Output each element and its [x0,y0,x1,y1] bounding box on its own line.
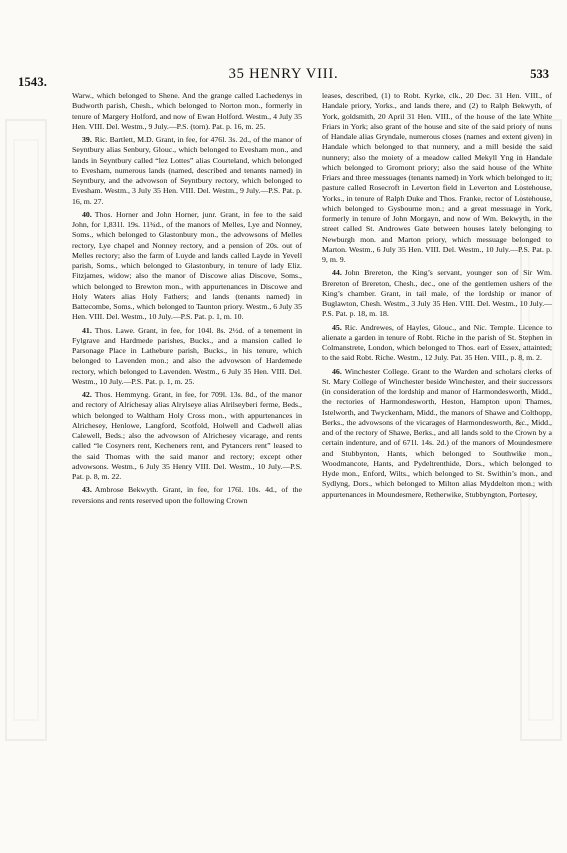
entry-number: 41. [82,325,92,335]
entry-text: Thos. Horner and John Horner, junr. Grant, in fee to the said John, for 1,831l. 19s. 11¾d., of the manors of Melles, Lye and Nonney, Soms., which belonged to Glastonbury mon., the advowsons of Melles rectory, Lye chapel and Nonney rectory, and a pension of 20s. out of Melles rectory; also the farm of Luyde and lands called Layde in Yevell parish, Soms., which belonged to Glastonbury, in tenure of lady Eliz. Fitzjames, widow; also the manor of Discowe alias Discove, Soms., which belonged to Brewton mon., with appurtenances in Discowe and Holy Waters alias Holy Fathers; and lands (tenants named) in Battecombe, Soms., which belonged to Taunton priory. Westm., 6 July 35 Hen. VIII. Del. Westm., 10 July.—P.S. Pat. p. 1, m. 10. [72,209,302,322]
entry-text: Warw., which belonged to Shene. And the grange called Lachedenys in Budworth parish, Chesh., which belonged to Norton mon., formerly in tenure of Margery Holford, and now of Ewan Holford. Westm., 4 July 35 Hen. VIII. Del. Westm., 9 July.—P.S. (torn). Pat. p. 16, m. 25. [72,91,302,131]
entry-number: 40. [82,209,92,219]
entry-number: 44. [332,268,342,278]
entry-paragraph [72,210,302,323]
entry-number: 43. [82,485,92,495]
entry-text: Ric. Andrewes, of Hayles, Glouc., and Nic. Temple. Licence to alienate a garden in tenure of Robt. Riche in the parish of St. Stephen in Colmanstrete, London, which belonged to Thos. earl of Essex, attainted; to the said Robt. Riche. Westm., 12 July. Pat. 35 Hen. VIII., p. 8, m. 2. [322,322,552,363]
entry-text: Thos. Hemmyng. Grant, in fee, for 709l. 13s. 8d., of the manor and rectory of Alrichesay alias Alrylseye alias Alrilseyberi ferme, Beds., which belonged to Waltham Holy Cross mon., with appurtenances in Alrichesey, Henlowe, Langford, Scotfold, Holwell and Cadwell alias Calewell, Beds.; also the advowson of Alrichesey vicarage, and rents called “le Cosyners rent, Kecheners rent, and Pytancers rent” leased to the said Thomas with the said manor and rectory; except other advowsons. Westm., 6 July 35 Henry VIII. Del. Westm., 10 July.—P.S. Pat. p. 8, m. 22. [72,390,302,481]
entry-text: Thos. Lawe. Grant, in fee, for 104l. 8s. 2½d. of a tenement in Fylgrave and Hardmede parishes, Bucks., and a mansion called le Parsonage Place in Lathebure parish, Bucks., in his tenure, which belonged to Lavenden mon.; and also the advowson of Hardemede rectory, which belonged to Lavenden. Westm., 6 July 35 Hen. VIII. Del. Westm., 10 July.—P.S. Pat. p. 1, m. 25. [72,325,302,386]
entry-text: Ric. Bartlett, M.D. Grant, in fee, for 476l. 3s. 2d., of the manor of Seyntbury alias Senbury, Glouc., which belonged to Evesham mon., and lands in Seyntbury called “lez Lottes” alias Courteland, which belonged to Evesham, numerous lands (named, described and tenants named) in Seyntbury, and the advowson of Seyntbury rectory, which belonged to Evesham. Westm., 3 July 35 Hen. VIII. Del. Westm., 9 July.—P.S. Pat. p. 16, m. 27. [72,135,302,206]
left-column [72,91,302,506]
header-year: 1543. [18,75,48,89]
entry-text: John Brereton, the King’s servant, younger son of Sir Wm. Brereton of Brereton, Chesh., dec., one of the gentlemen ushers of the King’s chamber. Grant, in tail male, of the lordship or manor of Buglawton, Chesh. Westm., 3 July 35 Hen. VIII. Del. Westm., 10 July.—P.S. Pat. p. 18, m. 18. [322,268,552,319]
entry-paragraph [72,390,302,482]
entry-paragraph [72,485,302,506]
left-margin-stamp [0,0,54,848]
entry-number: 46. [332,366,342,376]
entry-paragraph [72,135,302,207]
header-title: 35 HENRY VIII. [228,66,339,82]
entry-number: 42. [82,390,92,399]
page-header [0,66,567,89]
continued-paragraph [322,91,552,265]
entry-text: leases, described, (1) to Robt. Kyrke, clk., 20 Dec. 31 Hen. VIII., of Handale priory, Yorks., and lands there, and (2) to Ralph Bekwyth, of York, goldsmith, 20 April 31 Hen. VIII., of the house of the late White Friars in York; also grant of the house and site of the said priory of nuns of Handale alias Gryndale, numerous closes (names and extent given) in Handale which belonged to that nunnery, and a mill beside the said nunnery; also the moiety of a meadow called Mekyll Yng in Handale which belonged to Gromont priory; also the said house of the White Friars and three messuages (tenants named) in York which belonged to it; pasture called Rosecroft in Leverton field in Leverton and Lostehouse, Yorks., in tenure of Ralph Duke and Thos. Franke, rector of Lostehouse, which belonged to Gysbourne mon.; and a great messuage in York, formerly in tenure of John Morgayn, and now of Wm. Bekwyth, in the street called St. Androwes Gate between houses lately belonging to Newburgh mon. and Marton priory, which messuage belonged to Marton. Westm., 6 July 35 Hen. VIII. Del. Westm., 10 July.—P.S. Pat. p. 9, m. 9. [322,91,552,264]
continued-paragraph [72,91,302,132]
entry-number: 39. [82,135,92,144]
entry-paragraph [322,367,552,500]
entry-paragraph [322,323,552,364]
entry-paragraph [72,326,302,388]
entry-number: 45. [332,322,342,332]
entry-paragraph [322,268,552,319]
right-column [322,91,552,500]
page-number: 533 [530,67,549,81]
entry-text: Ambrose Bekwyth. Grant, in fee, for 176l. 10s. 4d., of the reversions and rents reserved upon the following Crown [72,485,302,505]
entry-text: Winchester College. Grant to the Warden and scholars clerks of St. Mary College of Winchester beside Winchester, and their successors (in consideration of the lordship and manor of Harmondesworth, Midd., the rectories of Harmondesworth, Heston, Hampton upon Thames, Istelworth, and Twyckenham, Midd., the manors of Shawe and Colthopp, Berks., the advowsons of the vicarages of Harmondesworth, &c., Midd., and of the rectory of Shawe, Berks., and all lands sold to the Crown by a certain indenture, and of 671l. 14s. 2d.) of the manors of Moundesmere and Stubbynton, Hants, which belonged to Southwike mon., Woodmancote, Hants, and Pydeltrenthide, Dors., which belonged to Hyde mon., Enford, Wilts., which belonged to St. Swithin’s mon., and Sydlyng, Dors., which belonged to Milton alias Myddelton mon.; with appurtenances in Moundesmere, Retherwike, Stubbyngton, Portesey, [322,366,552,499]
